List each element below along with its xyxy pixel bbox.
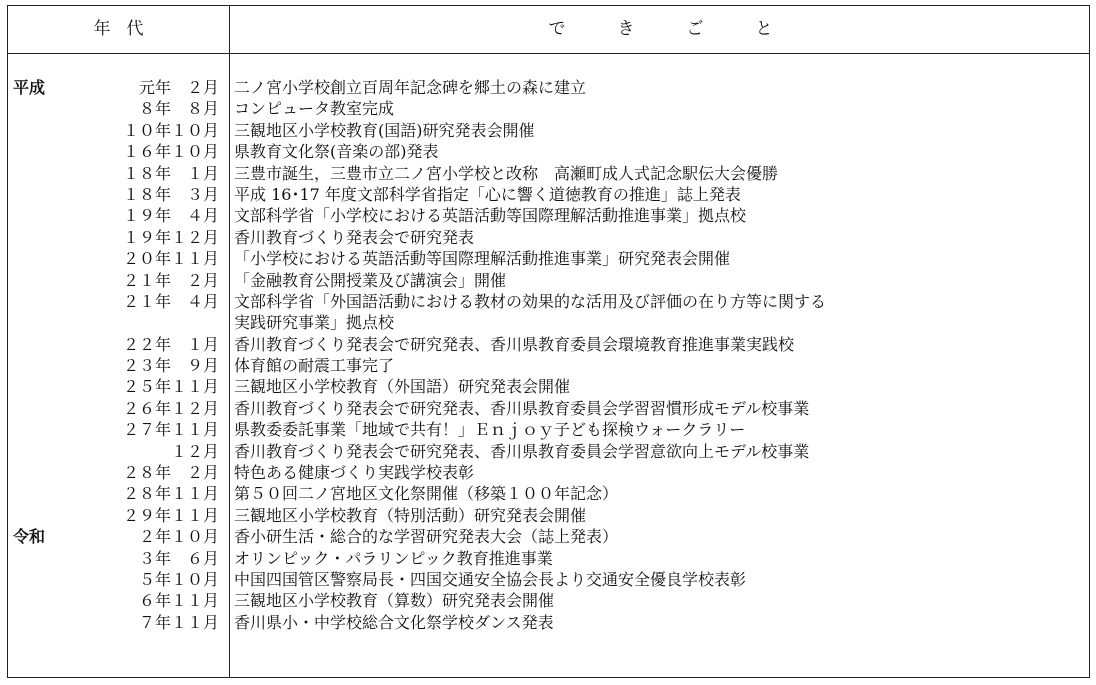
date-cell: ７年１１月 xyxy=(138,612,219,632)
table-header xyxy=(8,6,1089,54)
event-cell: 香川県小・中学校総合文化祭学校ダンス発表 xyxy=(234,612,554,632)
event-cell: 文部科学省「小学校における英語活動等国際理解活動推進事業」拠点校 xyxy=(234,206,747,226)
table-row xyxy=(8,163,1089,184)
table-row xyxy=(8,569,1089,590)
event-cell: オリンピック・パラリンピック教育推進事業 xyxy=(234,548,553,568)
event-cell: 三豊市誕生，三豊市立二ノ宮小学校と改称 高瀬町成人式記念駅伝大会優勝 xyxy=(234,163,779,183)
event-cell: 特色ある健康づくり実践学校表彰 xyxy=(234,463,475,483)
table-row xyxy=(8,376,1089,397)
date-cell: ２１年 ２月 xyxy=(122,270,219,290)
event-cell: 香小研生活・総合的な学習研究発表大会（誌上発表） xyxy=(234,527,619,547)
date-cell: ８年 ８月 xyxy=(138,99,219,119)
event-cell: 二ノ宮小学校創立百周年記念碑を郷土の森に建立 xyxy=(234,78,587,97)
table-row xyxy=(8,419,1089,440)
table-row xyxy=(8,98,1089,119)
date-cell: ５年１０月 xyxy=(138,569,219,589)
date-cell: １０年１０月 xyxy=(122,120,219,140)
date-cell: ２７年１１月 xyxy=(122,420,219,440)
date-cell: ３年 ６月 xyxy=(138,548,219,568)
event-cell: 香川教育づくり発表会で研究発表、香川県教育委員会学習意欲向上モデル校事業 xyxy=(234,441,810,461)
table-row xyxy=(8,398,1089,419)
event-cell: 香川教育づくり発表会で研究発表 xyxy=(234,227,475,247)
table-row xyxy=(8,612,1089,633)
table-body xyxy=(8,77,1089,633)
date-cell: ２年１０月 xyxy=(138,527,219,547)
date-cell: ２８年１１月 xyxy=(122,484,219,504)
event-cell: 三観地区小学校教育（外国語）研究発表会開催 xyxy=(234,377,571,397)
event-cell: 県教育文化祭(音楽の部)発表 xyxy=(234,142,439,162)
table-row xyxy=(8,227,1089,248)
table-row xyxy=(8,120,1089,141)
era-label: 令和 xyxy=(13,527,46,547)
event-cell: 中国四国管区警察局長・四国交通安全協会長より交通安全優良学校表彰 xyxy=(234,569,747,589)
table-row xyxy=(8,184,1089,205)
date-cell: ２５年１１月 xyxy=(122,377,219,397)
event-cell: 三観地区小学校教育（特別活動）研究発表会開催 xyxy=(234,505,587,525)
header-events: できごと xyxy=(548,19,825,39)
history-table xyxy=(7,5,1090,678)
table-row xyxy=(8,505,1089,526)
event-cell: 「小学校における英語活動等国際理解活動推進事業」研究発表会開催 xyxy=(234,249,731,269)
table-row xyxy=(8,248,1089,269)
date-cell: １６年１０月 xyxy=(122,142,219,162)
date-cell: ２１年 ４月 xyxy=(122,291,219,311)
date-cell: ２９年１１月 xyxy=(122,505,219,525)
header-era: 年代 xyxy=(93,19,160,39)
event-cell: 三観地区小学校教育(国語)研究発表会開催 xyxy=(234,120,535,140)
date-cell: 元年 ２月 xyxy=(138,78,219,97)
event-cell: 文部科学省「外国語活動における教材の効果的な活用及び評価の在り方等に関する xyxy=(234,291,827,311)
date-cell: ２８年 ２月 xyxy=(122,463,219,483)
table-row xyxy=(8,355,1089,376)
date-cell: ２６年１２月 xyxy=(122,398,219,418)
date-cell: ６年１１月 xyxy=(138,591,219,611)
table-row xyxy=(8,205,1089,226)
date-cell: ２３年 ９月 xyxy=(122,356,219,376)
era-label: 平成 xyxy=(13,78,46,97)
event-cell: 香川教育づくり発表会で研究発表、香川県教育委員会学習習慣形成モデル校事業 xyxy=(234,398,810,418)
date-cell: １８年 １月 xyxy=(122,163,219,183)
date-cell: ２２年 １月 xyxy=(122,334,219,354)
table-row xyxy=(8,312,1089,333)
event-cell: コンピュータ教室完成 xyxy=(234,99,395,119)
table-row xyxy=(8,526,1089,547)
date-cell: １８年 ３月 xyxy=(122,184,219,204)
table-row xyxy=(8,141,1089,162)
table-row xyxy=(8,334,1089,355)
event-cell: 「金融教育公開授業及び講演会」開催 xyxy=(234,270,507,290)
table-row xyxy=(8,462,1089,483)
table-row xyxy=(8,291,1089,312)
table-row xyxy=(8,548,1089,569)
event-cell: 実践研究事業」拠点校 xyxy=(234,313,395,333)
date-cell: １９年１２月 xyxy=(122,227,219,247)
event-cell: 体育館の耐震工事完了 xyxy=(234,356,395,376)
date-cell: ２０年１１月 xyxy=(122,249,219,269)
event-cell: 平成 16･17 年度文部科学省指定「心に響く道徳教育の推進」誌上発表 xyxy=(234,184,741,204)
event-cell: 第５０回二ノ宮地区文化祭開催（移築１００年記念） xyxy=(234,484,619,504)
table-row xyxy=(8,590,1089,611)
table-row xyxy=(8,441,1089,462)
table-row xyxy=(8,77,1089,98)
date-cell: １９年 ４月 xyxy=(122,206,219,226)
table-row xyxy=(8,483,1089,504)
event-cell: 三観地区小学校教育（算数）研究発表会開催 xyxy=(234,591,555,611)
table-row xyxy=(8,270,1089,291)
event-cell: 香川教育づくり発表会で研究発表、香川県教育委員会環境教育推進事業実践校 xyxy=(234,334,795,354)
date-cell: １２月 xyxy=(170,441,219,461)
event-cell: 県教委委託事業「地域で共有！」Ｅｎｊｏｙ子ども探検ウォークラリー xyxy=(234,420,746,440)
